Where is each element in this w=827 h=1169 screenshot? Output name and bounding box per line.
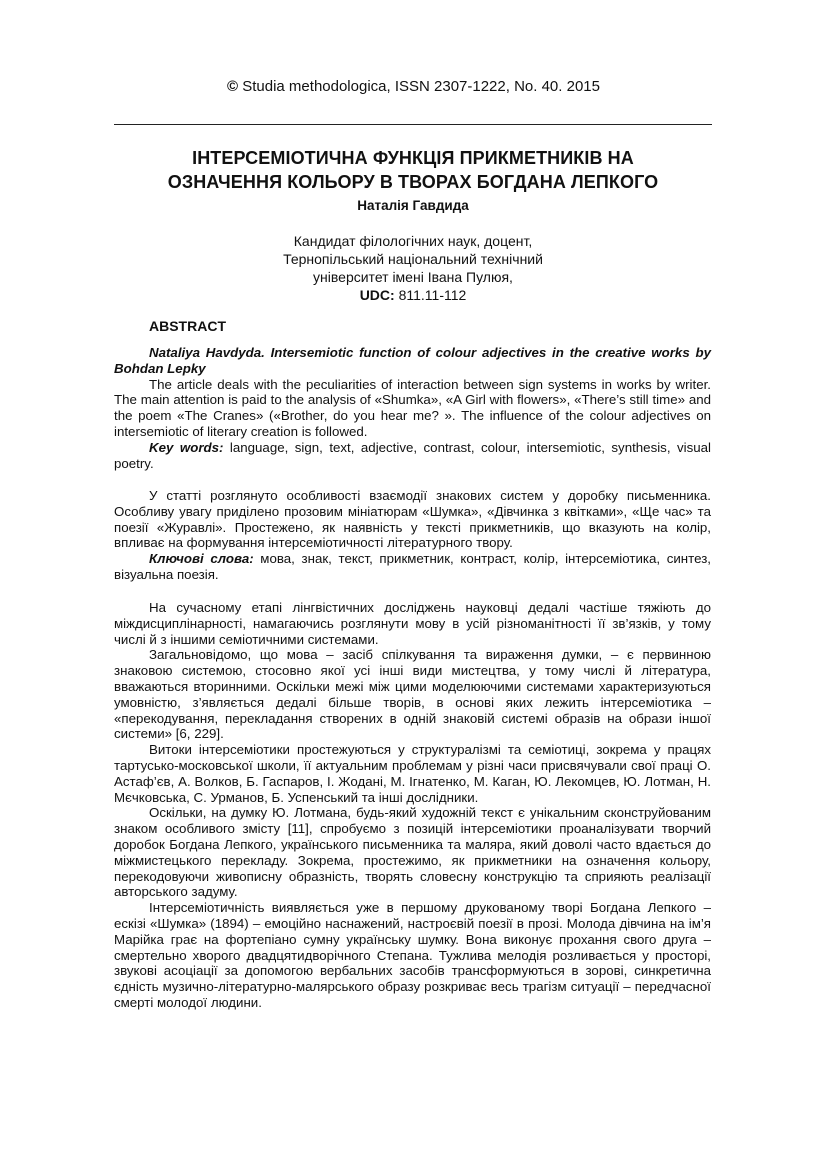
english-keywords — [114, 440, 711, 472]
journal-header — [0, 78, 827, 95]
body-paragraph: Витоки інтерсеміотики простежуються у структуралізмі та семіотиці, зокрема у працях тартусько-московської школи, її актуальним проблемам у різні часи присвячували свої праці О. Астаф’єв, А. Волков, Б. Гаспаров, І. Жодані, М. Ігнатенко, М. Каган, Ю. Лекомцев, Ю. Лотман, Н. Мєчковська, С. Урманов, Б. Успенський та інші дослідники. — [114, 742, 711, 805]
ukrainian-keywords — [114, 551, 711, 583]
title-line-1: ІНТЕРСЕМІОТИЧНА ФУНКЦІЯ ПРИКМЕТНИКІВ НА — [192, 148, 634, 168]
copyright-symbol: © — [227, 78, 239, 95]
author-name: Наталія Гавдида — [357, 198, 469, 213]
english-abstract-title: Nataliya Havdyda. Intersemiotic function of colour adjectives in the creative works by Bohdan Lepky — [114, 345, 711, 376]
english-keywords-label: Key words: — [149, 439, 224, 455]
title-line-2: ОЗНАЧЕННЯ КОЛЬОРУ В ТВОРАХ БОГДАНА ЛЕПКОГО — [167, 172, 659, 192]
body-paragraph: На сучасному етапі лінгвістичних досліджень науковці дедалі частіше тяжіють до міждисциплінарності, намагаючись розглянути мову в усій різноманітності її зв’язків, у тому числі й з іншими семіотичними системами. — [114, 600, 711, 647]
english-keywords-text: language, sign, text, adjective, contrast, colour, intersemiotic, synthesis, visual poetry. — [114, 439, 711, 471]
main-text — [114, 600, 711, 1011]
body-paragraph: Загальновідомо, що мова – засіб спілкування та вираження думки, – є первинною знаковою системою, стосовно якої усі інші види мистецтва, у тому числі й література, вважаються вторинними. Оскільки межі між цими моделюючими системами характеризуються умовністю, з’являється дедалі більше творів, в основі яких лежить інтерсеміотика – «перекодування, перекладання створених в одній знаковій системі образів на образи іншої системи» [6, 229]. — [114, 647, 711, 742]
ukrainian-abstract-text: У статті розглянуто особливості взаємодії знакових систем у доробку письменника. Особливу увагу приділено прозовим мініатюрам «Шумка», «Дівчинка з квітками», «Ще час» та поезії «Журавлі». Простежено, як наявність у тексті прикметників, що вказують на колір, впливає на формування інтерсеміотичності літературного твору. — [114, 488, 711, 551]
journal-info: Studia methodologica, ISSN 2307-1222, No. 40. 2015 — [242, 78, 600, 95]
english-abstract-text: The article deals with the peculiarities of interaction between sign systems in works by writer. The main attention is paid to the analysis of «Shumka», «A Girl with flowers», «There’s still time» and the poem «The Cranes» («Brother, do you hear me? ». The influence of the colour adjectives on intersemiotic of literary creation is followed. — [114, 376, 711, 439]
english-abstract — [114, 345, 711, 471]
article-title — [114, 146, 712, 194]
abstract-heading: ABSTRACT — [149, 318, 226, 334]
body-paragraph: Оскільки, на думку Ю. Лотмана, будь-який художній текст є унікальним сконструйованим знаком особливого змісту [11], спробуємо з позицій інтерсеміотики проаналізувати творчий доробок Богдана Лепкого, українського письменника та маляра, який доволі часто вдається до міжмистецького перекладу. Зокрема, простежимо, як прикметники на означення кольору, перекодовуючи живописну образність, творять словесну конструкцію та сприяють реалізації авторського задуму. — [114, 805, 711, 900]
affiliation-line-3: університет імені Івана Пулюя, — [313, 269, 513, 285]
ukrainian-abstract — [114, 488, 711, 583]
udc-line — [114, 286, 712, 304]
ukrainian-keywords-text: мова, знак, текст, прикметник, контраст, колір, інтерсеміотика, синтез, візуальна поезія. — [114, 551, 711, 582]
udc-value: 811.11-112 — [394, 287, 467, 303]
body-paragraph: Інтерсеміотичність виявляється уже в першому друкованому творі Богдана Лепкого – ескізі «Шумка» (1894) – емоційно наснажений, настроєвій поезії в прозі. Молода дівчина на ім’я Марійка грає на фортепіано сумну українську шумку. Вона виконує прохання свого друга – смертельно хворого двадцятидворічного Степана. Тужлива мелодія розливається у просторі, звукові асоціації за допомогою вербальних засобів трансформуються в зорові, синкретична єдність музично-літературно-малярського образу розкриває весь трагізм ситуації – передчасної смерті молодої людини. — [114, 900, 711, 1010]
affiliation-line-1: Кандидат філологічних наук, доцент, — [293, 233, 533, 249]
header-rule — [114, 124, 712, 125]
author-affiliation — [114, 232, 712, 304]
affiliation-line-2: Тернопільський національний технічний — [283, 251, 543, 267]
udc-label: UDC: — [359, 287, 395, 303]
ukrainian-keywords-label: Ключові слова: — [149, 551, 254, 567]
